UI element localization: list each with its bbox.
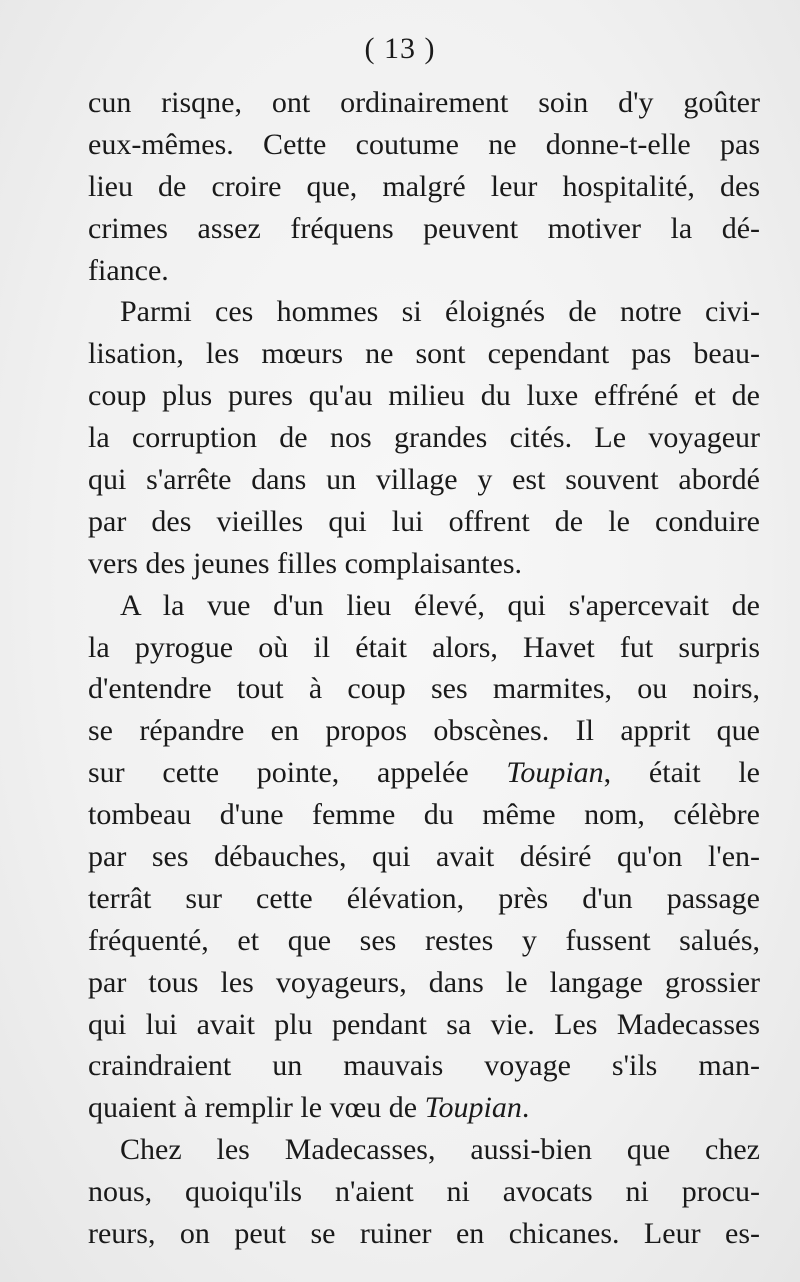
text-line: par ses débauches, qui avait désiré qu'on l'en-: [88, 840, 760, 874]
text-line: lisation, les mœurs ne sont cependant pas beau-: [88, 337, 760, 371]
text-line: vers des jeunes filles complaisantes.: [88, 546, 523, 580]
text-line: reurs, on peut se ruiner en chicanes. Leur es-: [88, 1217, 760, 1251]
text-line: crimes assez fréquens peuvent motiver la dé-: [88, 211, 760, 245]
text-line: fréquenté, et que ses restes y fussent salués,: [88, 923, 760, 957]
text-line: fiance.: [88, 253, 169, 287]
text-line: [88, 752, 760, 794]
page-number: ( 13 ): [364, 32, 436, 65]
text-line: eux-mêmes. Cette coutume ne donne-t-elle pas: [88, 127, 760, 161]
paragraph-start-line: Chez les Madecasses, aussi-bien que chez: [120, 1133, 760, 1167]
text-line: la corruption de nos grandes cités. Le voyageur: [88, 421, 760, 455]
text-segment: quaient à remplir le vœu de: [88, 1091, 425, 1125]
text-line: se répandre en propos obscènes. Il apprit que: [88, 714, 760, 748]
text-line: qui s'arrête dans un village y est souvent abordé: [88, 463, 760, 497]
paragraph-start-line: Parmi ces hommes si éloignés de notre civi-: [120, 295, 760, 329]
text-line: nous, quoiqu'ils n'aient ni avocats ni procu-: [88, 1175, 760, 1209]
text-line: par tous les voyageurs, dans le langage grossier: [88, 965, 760, 999]
text-segment: sur cette pointe, appelée: [88, 756, 507, 790]
text-line: qui lui avait plu pendant sa vie. Les Madecasses: [88, 1007, 760, 1041]
paragraph-start-line: A la vue d'un lieu élevé, qui s'apercevait de: [120, 588, 760, 622]
text-line: d'entendre tout à coup ses marmites, ou noirs,: [88, 672, 760, 706]
text-line: par des vieilles qui lui offrent de le conduire: [88, 504, 760, 538]
italic-name: Toupian: [424, 1091, 522, 1125]
italic-name: Toupian: [506, 756, 604, 790]
text-line: [88, 1087, 760, 1129]
text-line: coup plus pures qu'au milieu du luxe effréné et de: [88, 379, 760, 413]
text-line: terrât sur cette élévation, près d'un passage: [88, 881, 760, 915]
text-line: tombeau d'une femme du même nom, célèbre: [88, 798, 760, 832]
text-line: cun risqne, ont ordinairement soin d'y goûter: [88, 86, 760, 119]
body-text: [88, 82, 760, 1255]
text-segment: .: [521, 1091, 530, 1125]
text-line: craindraient un mauvais voyage s'ils man-: [88, 1049, 760, 1083]
text-line: la pyrogue où il était alors, Havet fut surpris: [88, 630, 760, 664]
text-segment: , était le: [603, 756, 760, 790]
text-line: lieu de croire que, malgré leur hospitalité, des: [88, 169, 760, 203]
